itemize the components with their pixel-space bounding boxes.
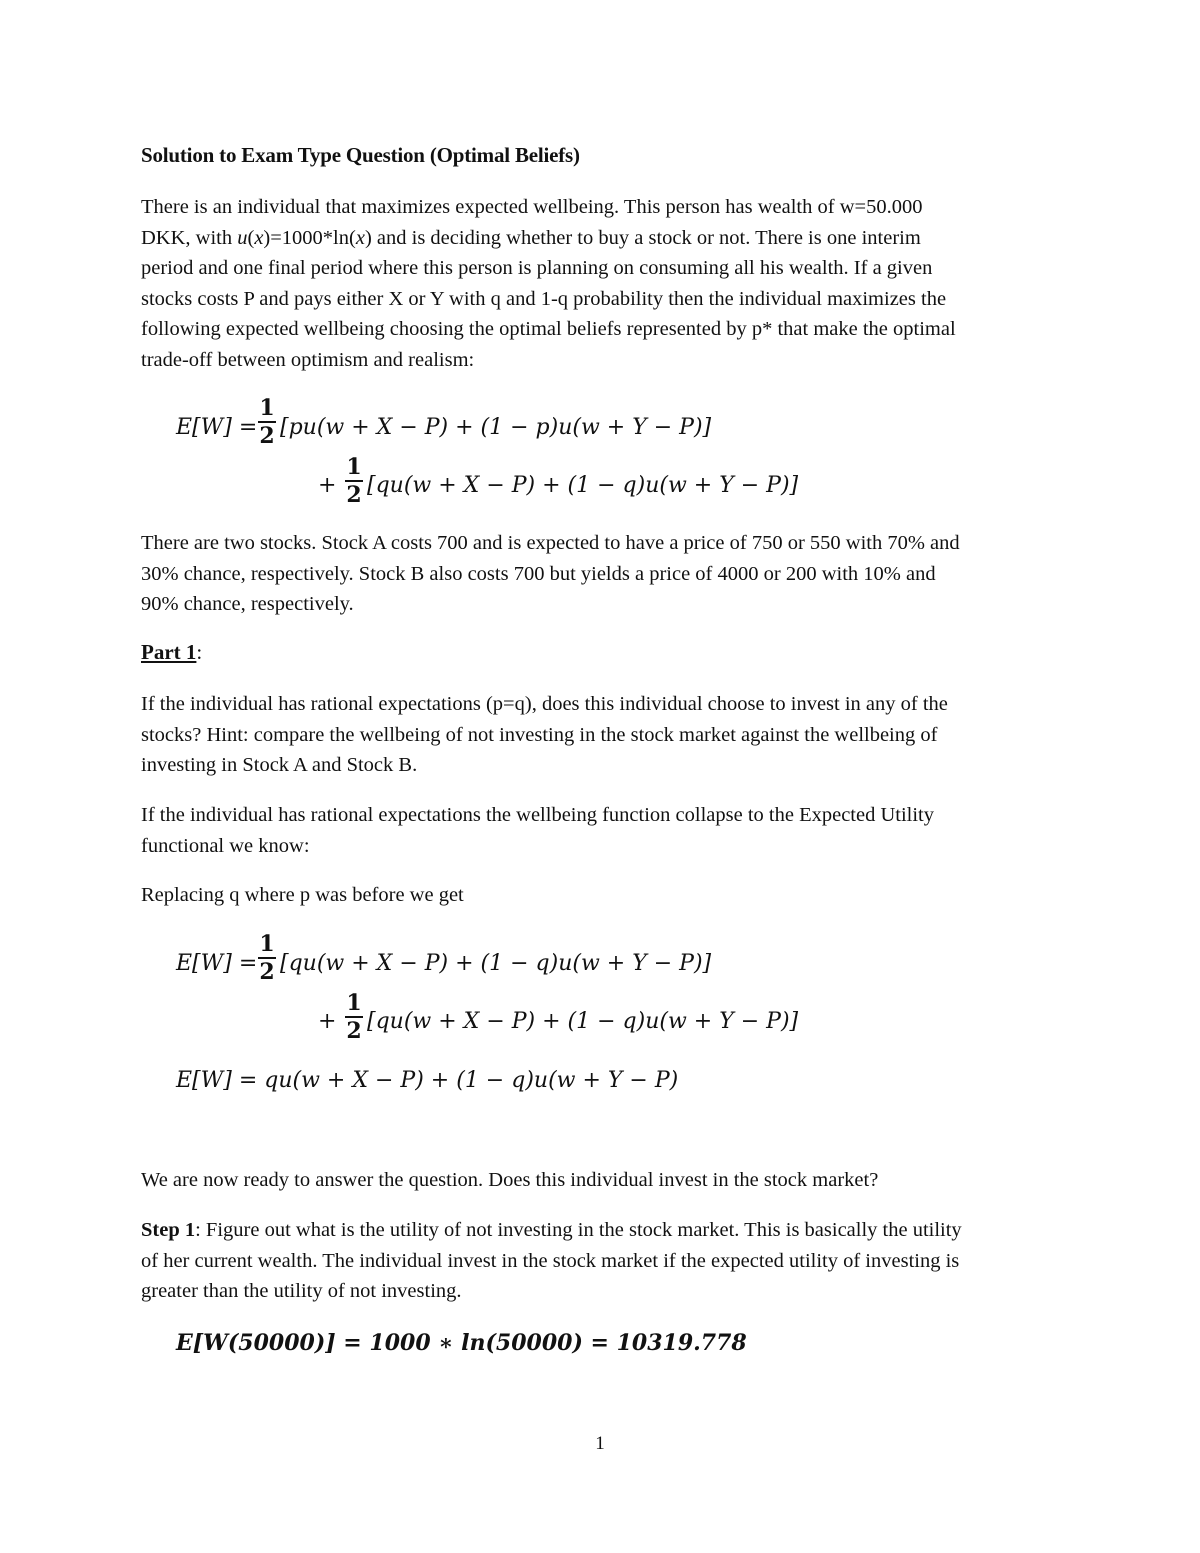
equation2-fraction-2: 1 2 xyxy=(346,990,362,1044)
rational-line-1: If the individual has rational expectations the wellbeing function collapse to the Expected Utility xyxy=(141,804,935,826)
step-1-line-1: Step 1: Figure out what is the utility of not investing in the stock market. This is basically the utility xyxy=(141,1219,962,1241)
document-title: Solution to Exam Type Question (Optimal Beliefs) xyxy=(141,143,580,167)
intro-line-4: stocks costs P and pays either X or Y with q and 1-q probability then the individual maximizes the xyxy=(141,287,947,310)
stocks-line-3: 90% chance, respectively. xyxy=(141,593,354,616)
equation1-fraction-2: 1 2 xyxy=(346,454,362,508)
part-1-heading: Part 1: xyxy=(141,640,203,664)
equation2-lhs: E[W] = xyxy=(176,951,258,976)
equation2-plus: + xyxy=(318,1009,337,1034)
equation1-row-2: [qu(w + X − P) + (1 − q)u(w + Y − P)] xyxy=(367,473,799,498)
rational-paragraph xyxy=(141,800,1061,861)
question-line-1: If the individual has rational expectations (p=q), does this individual choose to invest in any of the xyxy=(141,693,948,715)
equation2-row-1: [qu(w + X − P) + (1 − q)u(w + Y − P)] xyxy=(280,951,712,976)
question-line-2: stocks? Hint: compare the wellbeing of not investing in the stock market against the wellbeing of xyxy=(141,723,938,746)
intro-paragraph xyxy=(141,192,1061,376)
stocks-paragraph xyxy=(141,528,1061,620)
intro-line-6: trade-off between optimism and realism: xyxy=(141,348,475,371)
equation2-row-2: [qu(w + X − P) + (1 − q)u(w + Y − P)] xyxy=(367,1009,799,1034)
question-paragraph xyxy=(141,689,1061,781)
ready-sentence: We are now ready to answer the question. Does this individual invest in the stock market? xyxy=(141,1169,879,1191)
step-1-label: Step 1 xyxy=(141,1219,196,1241)
equation-current-wealth-utility: E[W(50000)] = 1000 ∗ ln(50000) = 10319.778 xyxy=(176,1330,747,1356)
equation1-fraction-1: 1 2 xyxy=(259,395,275,449)
step-1-line-3: greater than the utility of not investing. xyxy=(141,1280,462,1303)
equation1-plus: + xyxy=(318,473,337,498)
stocks-line-2: 30% chance, respectively. Stock B also costs 700 but yields a price of 4000 or 200 with 10% and xyxy=(141,562,936,585)
replacing-sentence: Replacing q where p was before we get xyxy=(141,884,464,906)
equation1-row-1: [pu(w + X − P) + (1 − p)u(w + Y − P)] xyxy=(280,415,712,440)
intro-line-3: period and one final period where this person is planning on consuming all his wealth. If a given xyxy=(141,257,933,280)
stocks-line-1: There are two stocks. Stock A costs 700 and is expected to have a price of 750 or 550 with 70% and xyxy=(141,532,960,554)
rational-line-2: functional we know: xyxy=(141,834,310,857)
equation-expected-utility: E[W] = qu(w + X − P) + (1 − q)u(w + Y − P) xyxy=(176,1068,679,1093)
step-1-paragraph xyxy=(141,1215,1061,1307)
equation2-fraction-1: 1 2 xyxy=(259,931,275,985)
intro-line-1: There is an individual that maximizes expected wellbeing. This person has wealth of w=50.000 xyxy=(141,196,923,218)
step-1-line-2: of her current wealth. The individual invest in the stock market if the expected utility of investing is xyxy=(141,1249,960,1272)
question-line-3: investing in Stock A and Stock B. xyxy=(141,754,418,777)
equation1-lhs: E[W] = xyxy=(176,415,258,440)
intro-line-5: following expected wellbeing choosing the optimal beliefs represented by p* that make the optimal xyxy=(141,318,956,341)
page-number: 1 xyxy=(595,1433,605,1454)
intro-line-2: DKK, with u(x)=1000*ln(x) and is deciding whether to buy a stock or not. There is one interim xyxy=(141,226,921,249)
